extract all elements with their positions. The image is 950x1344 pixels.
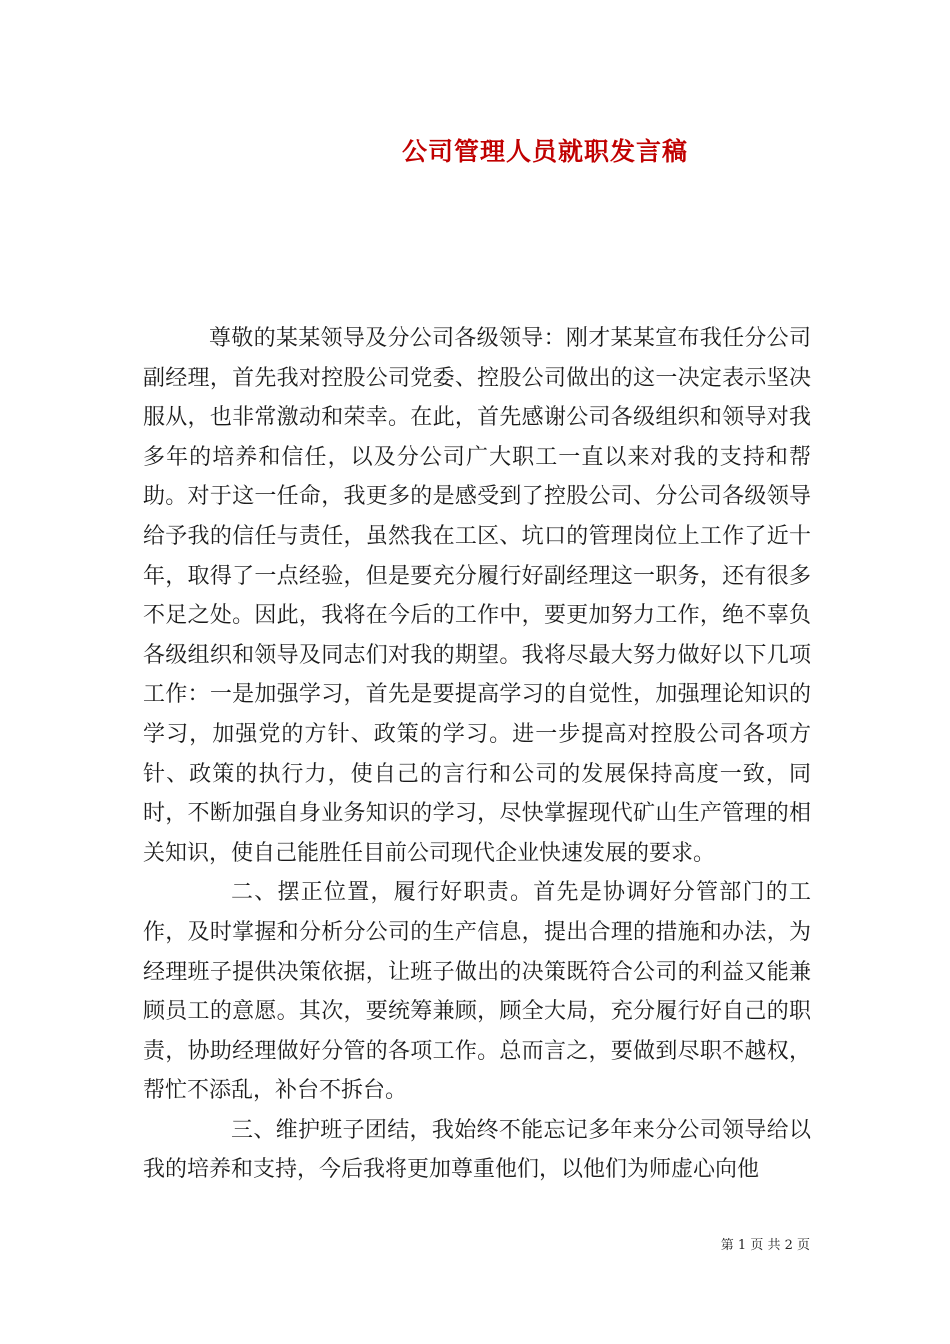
paragraph-2: 二、摆正位置，履行好职责。首先是协调好分管部门的工作，及时掌握和分析分公司的生产信息，提出合理的措施和办法，为经理班子提供决策依据，让班子做出的决策既符合公司的利益又能兼顾员工的意愿。其次，要统筹兼顾，顾全大局，充分履行好自己的职责，协助经理做好分管的各项工作。总而言之，要做到尽职不越权，帮忙不添乱，补台不拆台。: [143, 880, 811, 1104]
paragraph-1: 尊敬的某某领导及分公司各级领导：刚才某某宣布我任分公司副经理，首先我对控股公司党委、控股公司做出的这一决定表示坚决服从，也非常激动和荣幸。在此，首先感谢公司各级组织和领导对我多年的培养和信任，以及分公司广大职工一直以来对我的支持和帮助。对于这一任命，我更多的是感受到了控股公司、分公司各级领导给予我的信任与责任，虽然我在工区、坑口的管理岗位上工作了近十年，取得了一点经验，但是要充分履行好副经理这一职务，还有很多不足之处。因此，我将在今后的工作中，要更加努力工作，绝不辜负各级组织和领导及同志们对我的期望。我将尽最大努力做好以下几项工作：一是加强学习，首先是要提高学习的自觉性，加强理论知识的学习，加强党的方针、政策的学习。进一步提高对控股公司各项方针、政策的执行力，使自己的言行和公司的发展保持高度一致，同时，不断加强自身业务知识的学习，尽快掌握现代矿山生产管理的相关知识，使自己能胜任目前公司现代企业快速发展的要求。: [143, 326, 811, 866]
page-number: 第 1 页 共 2 页: [720, 1238, 810, 1253]
document-title: 公司管理人员就职发言稿: [401, 137, 688, 166]
paragraph-3: 三、维护班子团结，我始终不能忘记多年来分公司领导给以我的培养和支持，今后我将更加尊重他们，以他们为师虚心向他: [143, 1117, 811, 1183]
document-body: [143, 319, 811, 1190]
